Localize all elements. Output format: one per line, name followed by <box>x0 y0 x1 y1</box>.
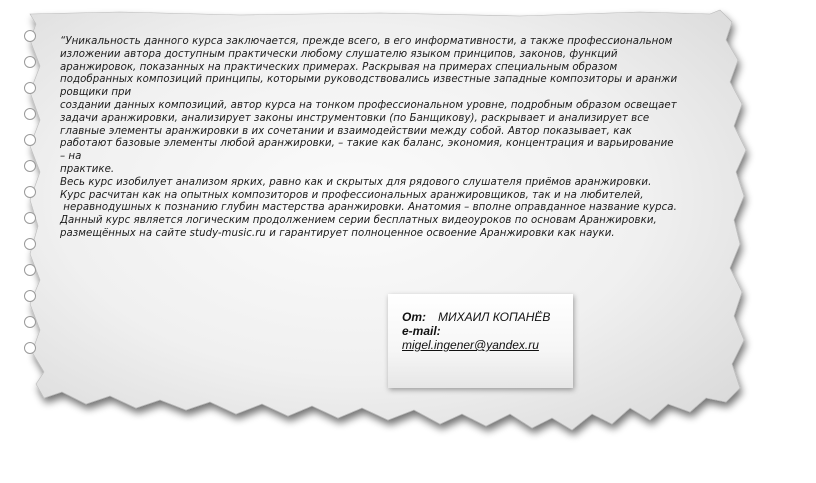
quote-line: практике. <box>60 163 115 175</box>
quote-line: подобранных композиций принципы, которыми руководствовались известные западные композиторы и аранжи <box>60 74 678 86</box>
quote-line: Данный курс является логическим продолжением серии бесплатных видеоуроков по основам Аранжировки, <box>60 215 657 227</box>
email-link[interactable]: migel.ingener@yandex.ru <box>402 338 539 352</box>
quote-line: неравнодушных к познанию глубин мастерства аранжировки. Анатомия – вполне оправданное название курса. <box>60 202 677 214</box>
quote-line: Курс расчитан как на опытных композиторов и профессиональных аранжировщиков, так и на любителей, <box>60 189 644 201</box>
quote-line: ровщики при <box>60 87 132 99</box>
email-label: e-mail: <box>402 324 441 338</box>
quote-line: главные элементы аранжировки в их сочетании и взаимодействии между собой. Автор показывает, как <box>60 125 632 137</box>
quote-line: создании данных композиций, автор курса на тонком профессиональном уровне, подробным образом освещает <box>60 99 677 111</box>
author-row <box>402 310 550 324</box>
quote-line: задачи аранжировки, анализирует законы инструментовки (по Банщикову), раскрывает и анализирует все <box>60 112 650 124</box>
author-name: МИХАИЛ КОПАНЁВ <box>438 310 551 324</box>
email-row <box>402 338 539 352</box>
quote-line: изложении автора доступным практически любому слушателю языком принципов, законов, функций <box>60 48 618 60</box>
course-description-quote <box>60 36 716 241</box>
quote-line: работают базовые элементы любой аранжировки, – такие как баланс, экономия, концентрация и варьирование <box>60 138 674 150</box>
quote-line: Весь курс изобилует анализом ярких, равно как и скрытых для рядового слушателя приёмов аранжировки. <box>60 176 652 188</box>
author-contact-card <box>388 294 573 388</box>
quote-line: размещённых на сайте study-music.ru и гарантирует полноценное освоение Аранжировки как науки. <box>60 227 615 239</box>
from-label: От: <box>402 310 426 324</box>
quote-line: аранжировок, показанных на практических примерах. Раскрывая на примерах специальным образом <box>60 61 618 73</box>
quote-line: “Уникальность данного курса заключается, прежде всего, в его информативности, а также профессиональном <box>60 36 673 47</box>
quote-line: – на <box>60 151 82 163</box>
email-label-row <box>402 324 441 338</box>
